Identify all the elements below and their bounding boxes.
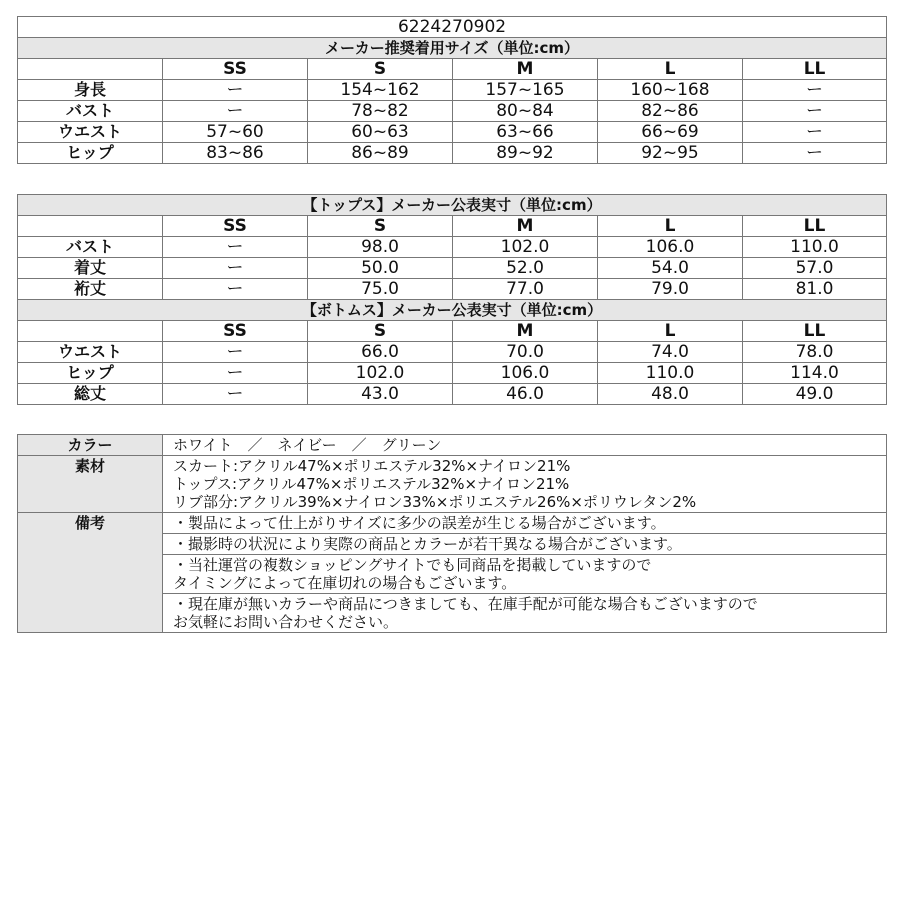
table-cell: ー xyxy=(163,258,308,279)
table-cell: 86~89 xyxy=(308,143,453,164)
color-value: ホワイト ／ ネイビー ／ グリーン xyxy=(163,435,887,456)
table-cell: 50.0 xyxy=(308,258,453,279)
table-cell: 74.0 xyxy=(598,342,743,363)
table-row xyxy=(18,80,887,101)
table-cell: 154~162 xyxy=(308,80,453,101)
table-cell: 66.0 xyxy=(308,342,453,363)
size-header: L xyxy=(598,321,743,342)
size-header-row xyxy=(18,59,887,80)
table-cell: ー xyxy=(163,342,308,363)
table-cell: 92~95 xyxy=(598,143,743,164)
note-item xyxy=(163,555,887,594)
table-row xyxy=(18,384,887,405)
size-header: LL xyxy=(743,321,887,342)
table-cell: 98.0 xyxy=(308,237,453,258)
material-line: トップス:アクリル47%×ポリエステル32%×ナイロン21% xyxy=(173,475,570,493)
size-header-row xyxy=(18,321,887,342)
material-line: リブ部分:アクリル39%×ナイロン33%×ポリエステル26%×ポリウレタン2% xyxy=(173,493,697,511)
table-cell: 110.0 xyxy=(598,363,743,384)
product-code: 6224270902 xyxy=(18,17,887,38)
recommended-size-table xyxy=(17,16,887,164)
table-cell: 60~63 xyxy=(308,122,453,143)
table-cell: ー xyxy=(163,80,308,101)
product-info-table xyxy=(17,434,887,633)
table-cell: 48.0 xyxy=(598,384,743,405)
table-cell: ー xyxy=(163,101,308,122)
size-header: M xyxy=(453,59,598,80)
note-line: タイミングによって在庫切れの場合もございます。 xyxy=(173,574,517,592)
corner-cell xyxy=(18,59,163,80)
size-header: L xyxy=(598,216,743,237)
table-row xyxy=(18,122,887,143)
table-cell: 70.0 xyxy=(453,342,598,363)
row-label: 裄丈 xyxy=(18,279,163,300)
material-label: 素材 xyxy=(18,456,163,513)
table-cell: 57~60 xyxy=(163,122,308,143)
table-cell: 43.0 xyxy=(308,384,453,405)
size-header: SS xyxy=(163,216,308,237)
table-cell: ー xyxy=(163,279,308,300)
size-header: M xyxy=(453,321,598,342)
table-cell: ー xyxy=(743,80,887,101)
table-cell: 80~84 xyxy=(453,101,598,122)
table-cell: 66~69 xyxy=(598,122,743,143)
table-row xyxy=(18,279,887,300)
row-label: 着丈 xyxy=(18,258,163,279)
size-header-row xyxy=(18,216,887,237)
size-header: LL xyxy=(743,216,887,237)
table-row xyxy=(18,258,887,279)
table-cell: ー xyxy=(743,143,887,164)
table-cell: 77.0 xyxy=(453,279,598,300)
row-label: ウエスト xyxy=(18,342,163,363)
table-cell: 89~92 xyxy=(453,143,598,164)
table-cell: 78.0 xyxy=(743,342,887,363)
size-header: M xyxy=(453,216,598,237)
table-cell: 102.0 xyxy=(308,363,453,384)
row-label: バスト xyxy=(18,237,163,258)
bottoms-title: 【ボトムス】メーカー公表実寸（単位:cm） xyxy=(18,300,887,321)
table-cell: 160~168 xyxy=(598,80,743,101)
note-line: ・当社運営の複数ショッピングサイトでも同商品を掲載していますので xyxy=(173,556,652,574)
table-cell: 114.0 xyxy=(743,363,887,384)
table-cell: 83~86 xyxy=(163,143,308,164)
table-row xyxy=(18,363,887,384)
table-cell: ー xyxy=(163,237,308,258)
size-header: S xyxy=(308,321,453,342)
table-cell: 54.0 xyxy=(598,258,743,279)
table-cell: 82~86 xyxy=(598,101,743,122)
corner-cell xyxy=(18,321,163,342)
row-label: バスト xyxy=(18,101,163,122)
measurement-table xyxy=(17,194,887,405)
note-item xyxy=(163,594,887,633)
note-row xyxy=(18,513,887,534)
row-label: ウエスト xyxy=(18,122,163,143)
size-header: SS xyxy=(163,321,308,342)
table-cell: 78~82 xyxy=(308,101,453,122)
table-cell: 57.0 xyxy=(743,258,887,279)
size-header: S xyxy=(308,59,453,80)
table-cell: 106.0 xyxy=(453,363,598,384)
row-label: ヒップ xyxy=(18,363,163,384)
tops-title: 【トップス】メーカー公表実寸（単位:cm） xyxy=(18,195,887,216)
table-cell: ー xyxy=(743,122,887,143)
table-cell: 157~165 xyxy=(453,80,598,101)
note-item: ・撮影時の状況により実際の商品とカラーが若干異なる場合がございます。 xyxy=(163,534,887,555)
table-cell: 81.0 xyxy=(743,279,887,300)
material-line: スカート:アクリル47%×ポリエステル32%×ナイロン21% xyxy=(173,457,571,475)
note-item: ・製品によって仕上がりサイズに多少の誤差が生じる場合がございます。 xyxy=(163,513,887,534)
table-row xyxy=(18,342,887,363)
notes-label: 備考 xyxy=(18,513,163,633)
note-line: お気軽にお問い合わせください。 xyxy=(173,613,399,631)
table-row xyxy=(18,237,887,258)
table-cell: 102.0 xyxy=(453,237,598,258)
size-header: SS xyxy=(163,59,308,80)
material-value xyxy=(163,456,887,513)
table-cell: ー xyxy=(743,101,887,122)
material-row xyxy=(18,456,887,513)
table-row xyxy=(18,143,887,164)
table-cell: 106.0 xyxy=(598,237,743,258)
color-row xyxy=(18,435,887,456)
size-header: S xyxy=(308,216,453,237)
row-label: 総丈 xyxy=(18,384,163,405)
corner-cell xyxy=(18,216,163,237)
table-cell: 49.0 xyxy=(743,384,887,405)
size-header: LL xyxy=(743,59,887,80)
table-cell: 46.0 xyxy=(453,384,598,405)
note-line: ・現在庫が無いカラーや商品につきましても、在庫手配が可能な場合もございますので xyxy=(173,595,758,613)
row-label: 身長 xyxy=(18,80,163,101)
table-cell: 63~66 xyxy=(453,122,598,143)
row-label: ヒップ xyxy=(18,143,163,164)
table-cell: 75.0 xyxy=(308,279,453,300)
table-row xyxy=(18,101,887,122)
color-label: カラー xyxy=(18,435,163,456)
table-cell: 52.0 xyxy=(453,258,598,279)
table-cell: ー xyxy=(163,384,308,405)
size-header: L xyxy=(598,59,743,80)
table-cell: 110.0 xyxy=(743,237,887,258)
table-cell: 79.0 xyxy=(598,279,743,300)
recommended-size-title: メーカー推奨着用サイズ（単位:cm） xyxy=(18,38,887,59)
table-cell: ー xyxy=(163,363,308,384)
